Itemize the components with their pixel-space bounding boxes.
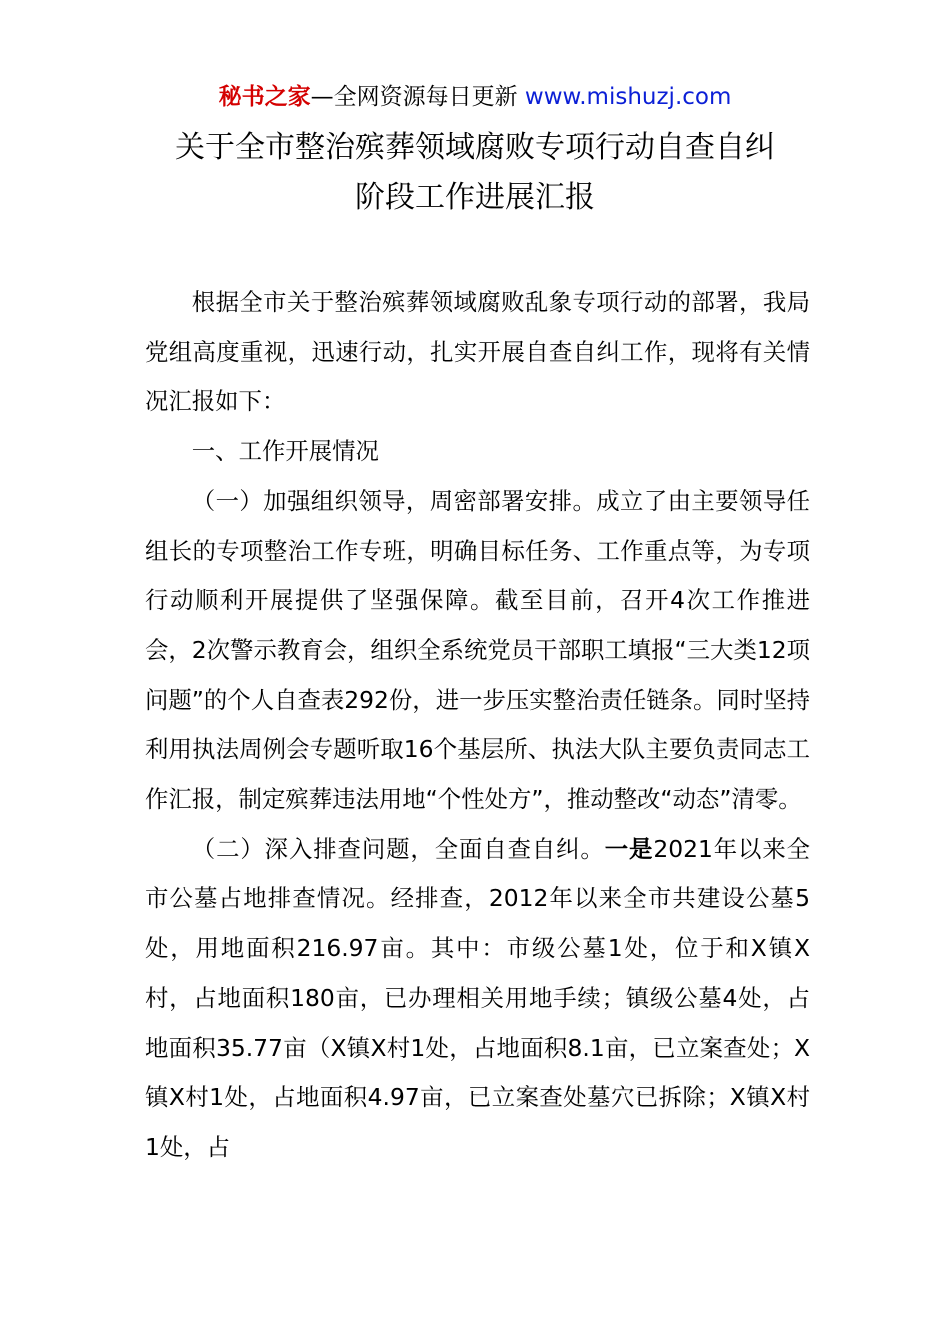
site-url-link[interactable]: www.mishuzj.com — [524, 84, 732, 110]
intro-paragraph: 根据全市关于整治殡葬领域腐败乱象专项行动的部署，我局党组高度重视，迅速行动，扎实开展自查自纠工作，现将有关情况汇报如下： — [145, 288, 810, 416]
paragraph-organization: （一）加强组织领导，周密部署安排。成立了由主要领导任组长的专项整治工作专班，明确目标任务、工作重点等，为专项行动顺利开展提供了坚强保障。截至目前，召开4次工作推进会，2次警示教育会，组织全系统党员干部职工填报“三大类12项问题”的个人自查表292份，进一步压实整治责任链条。同时坚持利用执法周例会专题听取16个基层所、执法大队主要负责同志工作汇报，制定殡葬违法用地“个性处方”，推动整改“动态”清零。 — [145, 486, 810, 814]
paragraph-investigation — [145, 825, 810, 1173]
paragraph-lead: （二）深入排查问题，全面自查自纠。 — [191, 834, 605, 863]
document-title-line-1: 关于全市整治殡葬领域腐败专项行动自查自纠 — [175, 130, 775, 165]
brand-slogan: —全网资源每日更新 — [310, 84, 525, 110]
document-title-line-2: 阶段工作进展汇报 — [355, 180, 595, 215]
site-banner — [0, 80, 950, 114]
paragraph-bold-marker: 一是 — [604, 834, 654, 863]
brand-name: 秘书之家 — [218, 84, 311, 110]
section-heading: 一、工作开展情况 — [191, 437, 379, 466]
document-body — [145, 278, 810, 1173]
paragraph-content: 2021年以来全市公墓占地排查情况。经排查，2012年以来全市共建设公墓5处，用地面积216.97亩。其中：市级公墓1处，位于和X镇X村，占地面积180亩，已办理相关用地手续；镇级公墓4处，占地面积35.77亩（X镇X村1处，占地面积8.1亩，已立案查处；X镇X村1处，占地面积4.97亩，已立案查处墓穴已拆除；X镇X村1处，占 — [145, 834, 811, 1161]
